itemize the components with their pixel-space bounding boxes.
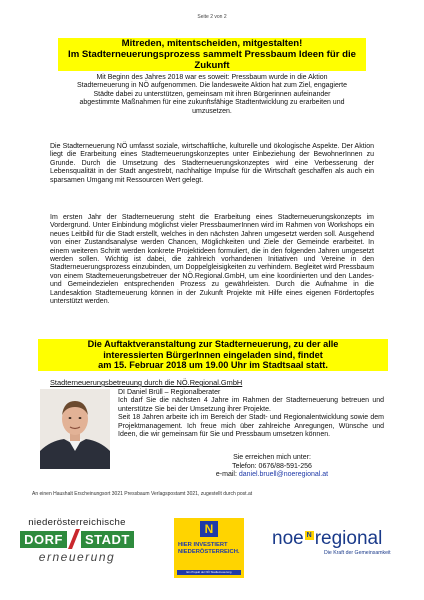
logo-text-row: [8, 529, 146, 549]
logo-text: DORF: [20, 531, 67, 548]
email-link[interactable]: daniel.bruell@noeregional.at: [238, 471, 329, 479]
logo-text: HIER INVESTIERT: [178, 542, 228, 548]
page-number: Seite 2 von 2: [197, 14, 227, 20]
hier-investiert-noe-logo: [174, 518, 244, 578]
contact-block: [192, 454, 352, 480]
intro-line: umzusetzen.: [192, 107, 232, 115]
logo-text: [178, 542, 240, 556]
advisor-name: DI Daniel Brüll – Regionalberater: [118, 389, 221, 396]
contact-email-row: [192, 471, 352, 480]
noe-regional-logo: [272, 528, 402, 562]
event-announcement: [38, 339, 388, 371]
noe-flag-icon: N: [200, 521, 218, 537]
logo-text: Ein Projekt der NÖ Stadterneuerung: [177, 570, 241, 575]
body-paragraph-2: Die Stadterneuerung NÖ umfasst soziale, wirtschaftliche, kulturelle und ökologische Aspekte. Der Aktion liegt die Erarbeitung eines Stadterneuerungskonzeptes unter Einbeziehung der BewohnerInnen zu Grunde. Durch die Umsetzung des Stadterneuerungskonzeptes wird eine Verbesserung der Lebensqualität in der Stadt angestrebt, nachhaltige Impulse für die Wirtschaft geschaffen als auch ein sparsamen Umgang mit Ressourcen Wert gelegt.: [50, 143, 374, 184]
body-paragraph-3: Im ersten Jahr der Stadterneuerung steht die Erarbeitung eines Stadterneuerungskonzepts im Vordergrund. Unter Einbindung möglichst vieler PressbaumerInnen wird im Rahmen von Workshops ein neues Leitbild für die Stadt erstellt, welches in den nächsten Jahren umgesetzt werden soll. Ausgehend von einer Zustandsanalyse werden Chancen, Möglichkeiten und Ziele der Gemeinde erarbeitet. In einem weiteren Schritt werden konkrete Projektideen formuliert, die in den folgenden Jahren umgesetzt werden sollen. Wichtig ist dabei, die zahlreich vorhandenen Initiativen und Vereine in den Stadterneuerungsprozess einzubinden, um Doppelgleisigkeiten zu verhindern. Begleitet wird Pressbaum von einem Stadterneuerungsbetreuer der NÖ.Regional.GmbH, um eine koordinierten und den Landes- und Gemeindezielen entsprechenden Prozess zu gewährleisten. Durch die Aufnahme in die Landesaktion Stadterneuerung können in der Zukunft Projekte mit Hilfe eines eigenen Fördertopfes unterstützt werden.: [50, 214, 374, 306]
intro-line: abgestimmte Maßnahmen für eine zukunftsfähige Stadtentwicklung zu erarbeiten und: [79, 99, 345, 107]
advisor-bio: [118, 389, 384, 439]
section-heading: Stadterneuerungsbetreuung durch die NÖ.Regional.GmbH: [50, 378, 243, 387]
logo-text: noe: [272, 528, 304, 549]
headline-line: Mitreden, mitentscheiden, mitgestalten!: [121, 38, 303, 49]
advisor-bio-paragraph-2: Seit 18 Jahren arbeite ich im Bereich der Stadt- und Regionalentwicklung sowie dem Projektmanagement. Ich freue mich über zahlreiche Anregungen, Wünsche und Ideen, die wir gemeinsam für Sie und Pressbaum umsetzen können.: [118, 414, 384, 439]
headline: [58, 38, 366, 71]
logo-text: niederösterreichische: [28, 517, 126, 528]
headline-line: Im Stadterneuerungsprozess sammelt Pressbaum Ideen für die: [68, 49, 356, 60]
intro-line: Städte dabei zu unterstützen, gemeinsam mit ihren Bürgerinnen aufeinander: [93, 90, 331, 98]
logo-text: STADT: [81, 531, 134, 548]
logo-wordmark: [272, 528, 402, 550]
headline-line: Zukunft: [194, 60, 230, 71]
dorf-stadt-erneuerung-logo: [8, 517, 146, 579]
noe-flag-icon: N: [306, 532, 312, 539]
email-label: e-mail:: [215, 471, 239, 479]
intro-paragraph: [40, 74, 384, 116]
announcement-line: am 15. Februar 2018 um 19.00 Uhr im Stadtsaal statt.: [98, 360, 328, 371]
announcement-line: interessierten BürgerInnen eingeladen sind, findet: [103, 349, 323, 360]
logo-text: Die Kraft der Gemeinsamkeit: [324, 550, 391, 556]
contact-intro: Sie erreichen mich unter:: [233, 454, 311, 461]
announcement-line: Die Auftaktveranstaltung zur Stadterneuerung, zu der alle: [87, 339, 339, 349]
logo-text: regional: [314, 528, 383, 549]
intro-line: Stadterneuerung in NÖ aufgenommen. Die landesweite Aktion hat zum Ziel, engagierte: [76, 82, 348, 90]
advisor-photo: [40, 389, 110, 469]
logo-text: erneuerung: [38, 550, 116, 564]
logo-text: NIEDERÖSTERREICH.: [178, 549, 240, 555]
postal-note: An einen Haushalt Erscheinungsort 3021 Pressbaum Verlagspostamt 3021, zugestellt durch post.at: [32, 491, 253, 497]
intro-line: Mit Beginn des Jahres 2018 war es soweit: Pressbaum wurde in die Aktion: [96, 74, 328, 81]
contact-phone: Telefon: 0676/88-591-256: [232, 462, 312, 470]
slash-shape: [67, 529, 81, 549]
advisor-bio-paragraph-1: Ich darf Sie die nächsten 4 Jahre im Rahmen der Stadterneuerung betreuen und unterstütze Sie bei der Umsetzung ihrer Projekte.: [118, 397, 384, 413]
